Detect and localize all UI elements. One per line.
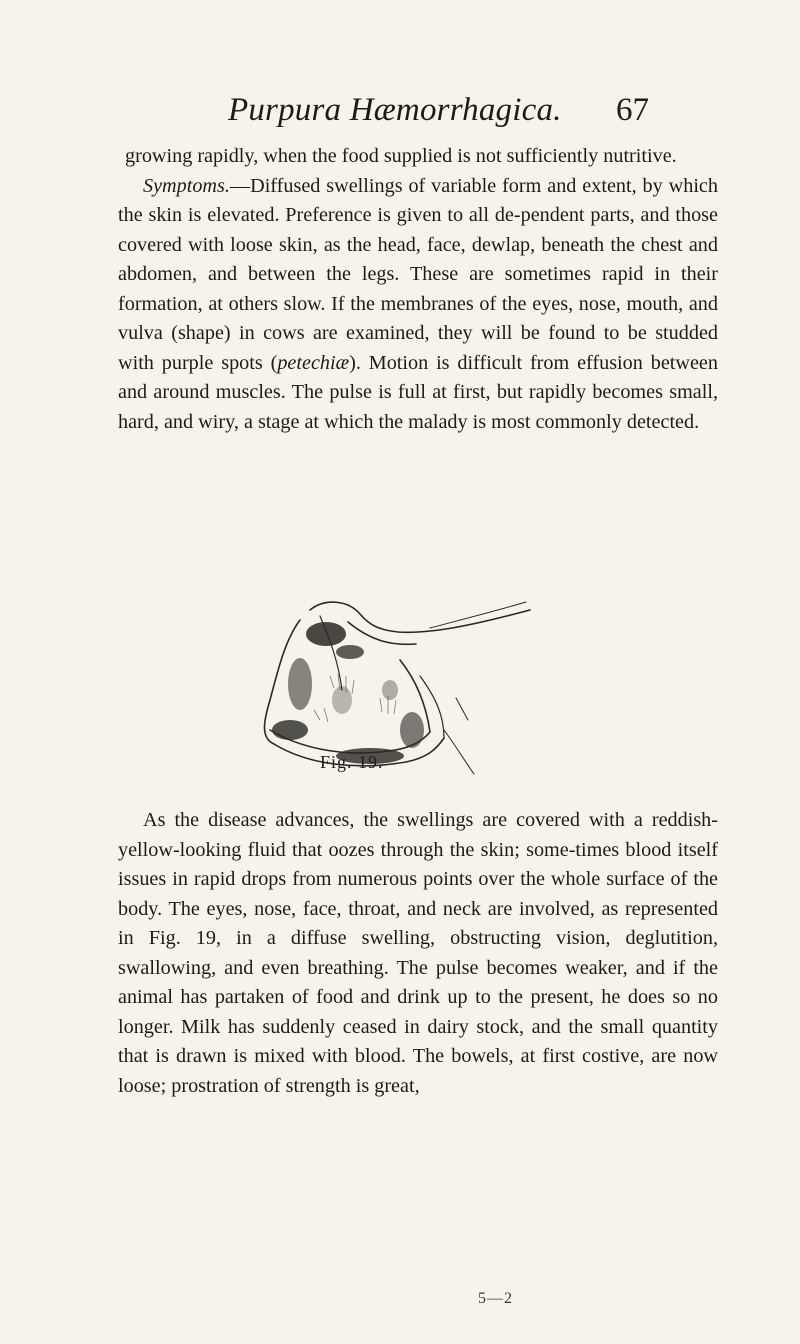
text-block-top bbox=[118, 142, 718, 437]
text-block-bottom bbox=[118, 806, 718, 1101]
paragraph-continuation: growing rapidly, when the food supplied is not sufficiently nutritive. bbox=[125, 145, 677, 167]
printer-signature: 5—2 bbox=[478, 1290, 513, 1307]
figure-caption: Fig. 19. bbox=[320, 752, 384, 772]
page-number: 67 bbox=[616, 92, 649, 128]
petechiae-term: petechiæ bbox=[277, 351, 350, 374]
symptoms-text-a: —Diffused swellings of variable form and extent, by which the skin is elevated. Preference is given to all de-pendent parts, and those covered with loose skin, as the head, face, dewlap, beneath the chest and abdomen, and between the legs. These are sometimes rapid in their formation, at others slow. If the membranes of the eyes, nose, mouth, and vulva (shape) in cows are examined, they will be found to be studded with purple spots ( bbox=[118, 174, 718, 374]
running-title: Purpura Hæmorrhagica. bbox=[228, 92, 562, 128]
paragraph-disease-advances: As the disease advances, the swellings are covered with a reddish-yellow-looking fluid that oozes through the skin; some-times blood itself issues in rapid drops from numerous points over the whole surface of the body. The eyes, nose, face, throat, and neck are involved, as represented in Fig. 19, in a diffuse swelling, obstructing vision, deglutition, swallowing, and even breathing. The pulse becomes weaker, and if the animal has partaken of food and drink up to the present, he does so no longer. Milk has suddenly ceased in dairy stock, and the small quantity that is drawn is mixed with blood. The bowels, at first costive, are now loose; prostration of strength is great, bbox=[118, 809, 718, 1097]
symptoms-text-b: ). Motion is difficult from effusion between and around muscles. The pulse is full at first, but rapidly becomes small, hard, and wiry, a stage at which the malady is most commonly detected. bbox=[118, 351, 718, 433]
paragraph-symptoms bbox=[118, 172, 718, 438]
page-header bbox=[0, 92, 800, 132]
symptoms-heading: Symptoms. bbox=[143, 174, 230, 197]
figure-19-illustration bbox=[230, 580, 550, 790]
